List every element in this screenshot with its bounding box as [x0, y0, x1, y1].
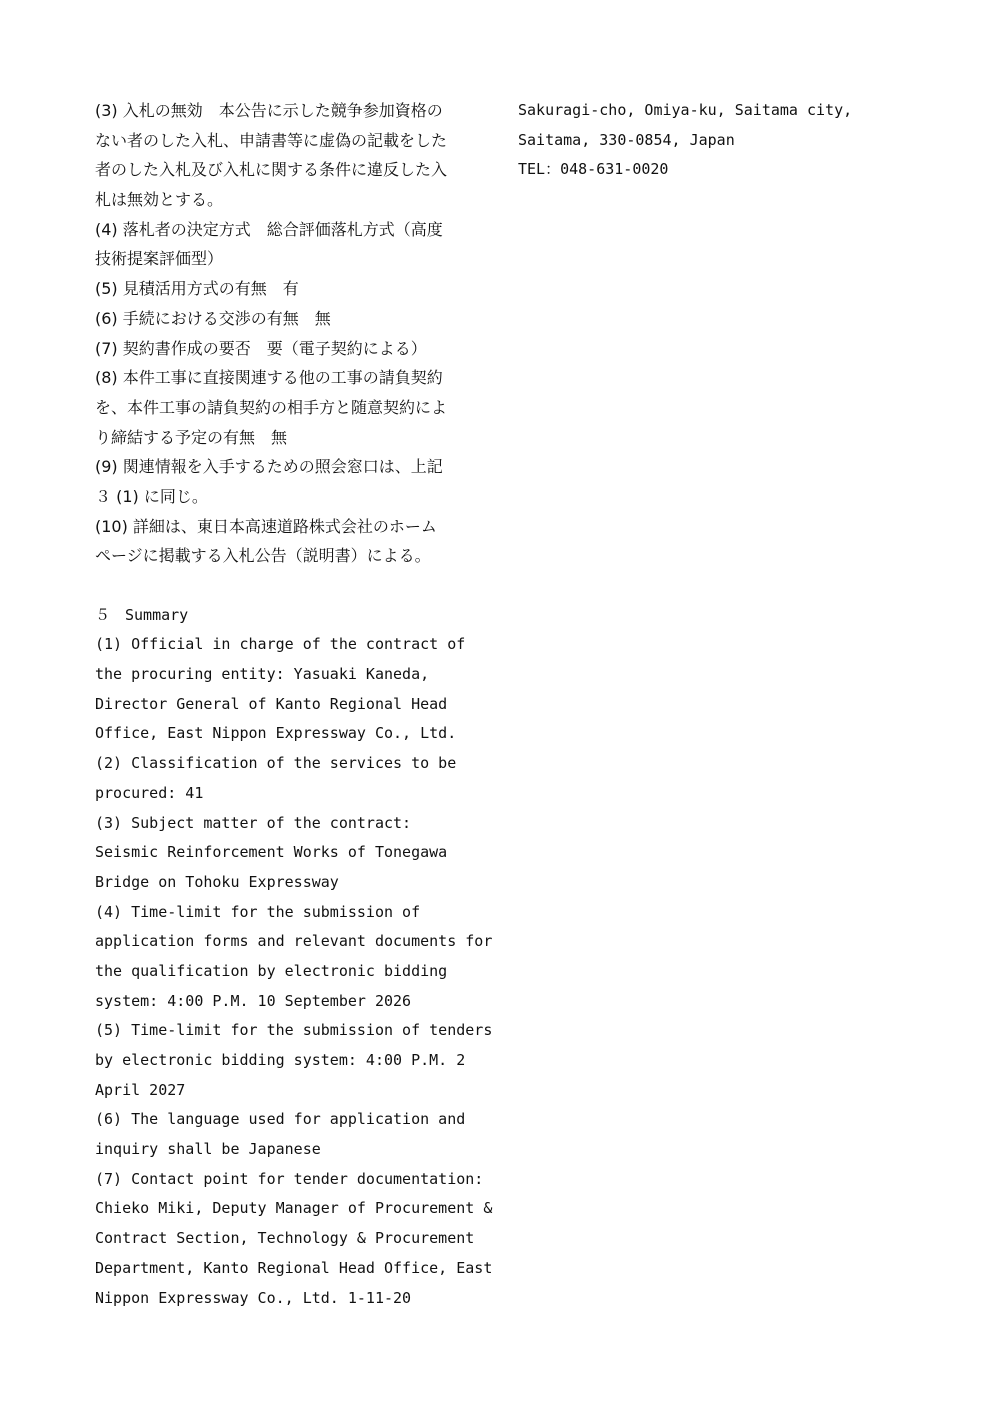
telephone-line: TEL：048-631-0020 [518, 160, 669, 179]
text-line: (5) 見積活用方式の有無 有 [95, 279, 299, 299]
text-line: April 2027 [95, 1080, 186, 1099]
text-line: (9) 関連情報を入手するための照会窓口は、上記 [95, 457, 443, 477]
text-line: the procuring entity: Yasuaki Kaneda, [95, 665, 430, 684]
text-line: (2) Classification of the services to be [95, 754, 457, 773]
text-line: by electronic bidding system: 4:00 P.M. 2 [95, 1051, 466, 1069]
text-line: 札は無効とする。 [95, 190, 224, 210]
text-line: (3) Subject matter of the contract: [95, 813, 412, 832]
text-line: Chieko Miki, Deputy Manager of Procurement & [95, 1199, 493, 1218]
address-line: Saitama, 330-0854, Japan [518, 130, 735, 149]
text-line: Department, Kanto Regional Head Office, East [95, 1258, 493, 1277]
text-line: (10) 詳細は、東日本高速道路株式会社のホーム [95, 516, 437, 536]
text-line: Contract Section, Technology & Procurement [95, 1229, 475, 1248]
text-line: ３ (1) に同じ。 [95, 486, 208, 506]
text-line: application forms and relevant documents for [95, 932, 493, 951]
text-line: ページに掲載する入札公告（説明書）による。 [95, 546, 431, 566]
text-line: Director General of Kanto Regional Head [95, 694, 448, 713]
text-line: (3) 入札の無効 本公告に示した競争参加資格の [95, 101, 443, 120]
text-line: 技術提案評価型） [95, 249, 224, 269]
text-line: system: 4:00 P.M. 10 September 2026 [95, 991, 412, 1010]
text-line: (4) 落札者の決定方式 総合評価落札方式（高度 [95, 219, 443, 239]
text-line: the qualification by electronic bidding [95, 961, 448, 980]
text-line: (8) 本件工事に直接関連する他の工事の請負契約 [95, 368, 443, 388]
left-column [95, 96, 493, 1313]
text-line: (4) Time-limit for the submission of [95, 902, 421, 921]
text-line: (7) 契約書作成の要否 要（電子契約による） [95, 338, 427, 358]
text-line: (6) The language used for application and [95, 1110, 466, 1129]
text-line: (7) Contact point for tender documentation: [95, 1169, 484, 1188]
text-line: (5) Time-limit for the submission of tenders [95, 1021, 493, 1040]
blank-line [95, 571, 480, 601]
right-column [518, 96, 918, 185]
text-line: Bridge on Tohoku Expressway [95, 872, 339, 891]
text-line: り締結する予定の有無 無 [95, 427, 288, 447]
text-line: Seismic Reinforcement Works of Tonegawa [95, 843, 448, 862]
text-line: を、本件工事の請負契約の相手方と随意契約によ [95, 397, 448, 417]
text-line: Office, East Nippon Expressway Co., Ltd. [95, 724, 457, 743]
address-line: Sakuragi-cho, Omiya-ku, Saitama city, [518, 101, 853, 119]
text-line: 者のした入札及び入札に関する条件に違反した入 [95, 160, 448, 180]
text-line: (1) Official in charge of the contract of [95, 635, 466, 654]
text-line: ない者のした入札、申請書等に虚偽の記載をした [95, 130, 448, 150]
text-line: Nippon Expressway Co., Ltd. 1-11-20 [95, 1288, 412, 1307]
text-line: procured: 41 [95, 783, 204, 802]
text-line: inquiry shall be Japanese [95, 1140, 321, 1159]
section-heading: ５ Summary [95, 605, 189, 624]
text-line: (6) 手続における交渉の有無 無 [95, 308, 331, 328]
